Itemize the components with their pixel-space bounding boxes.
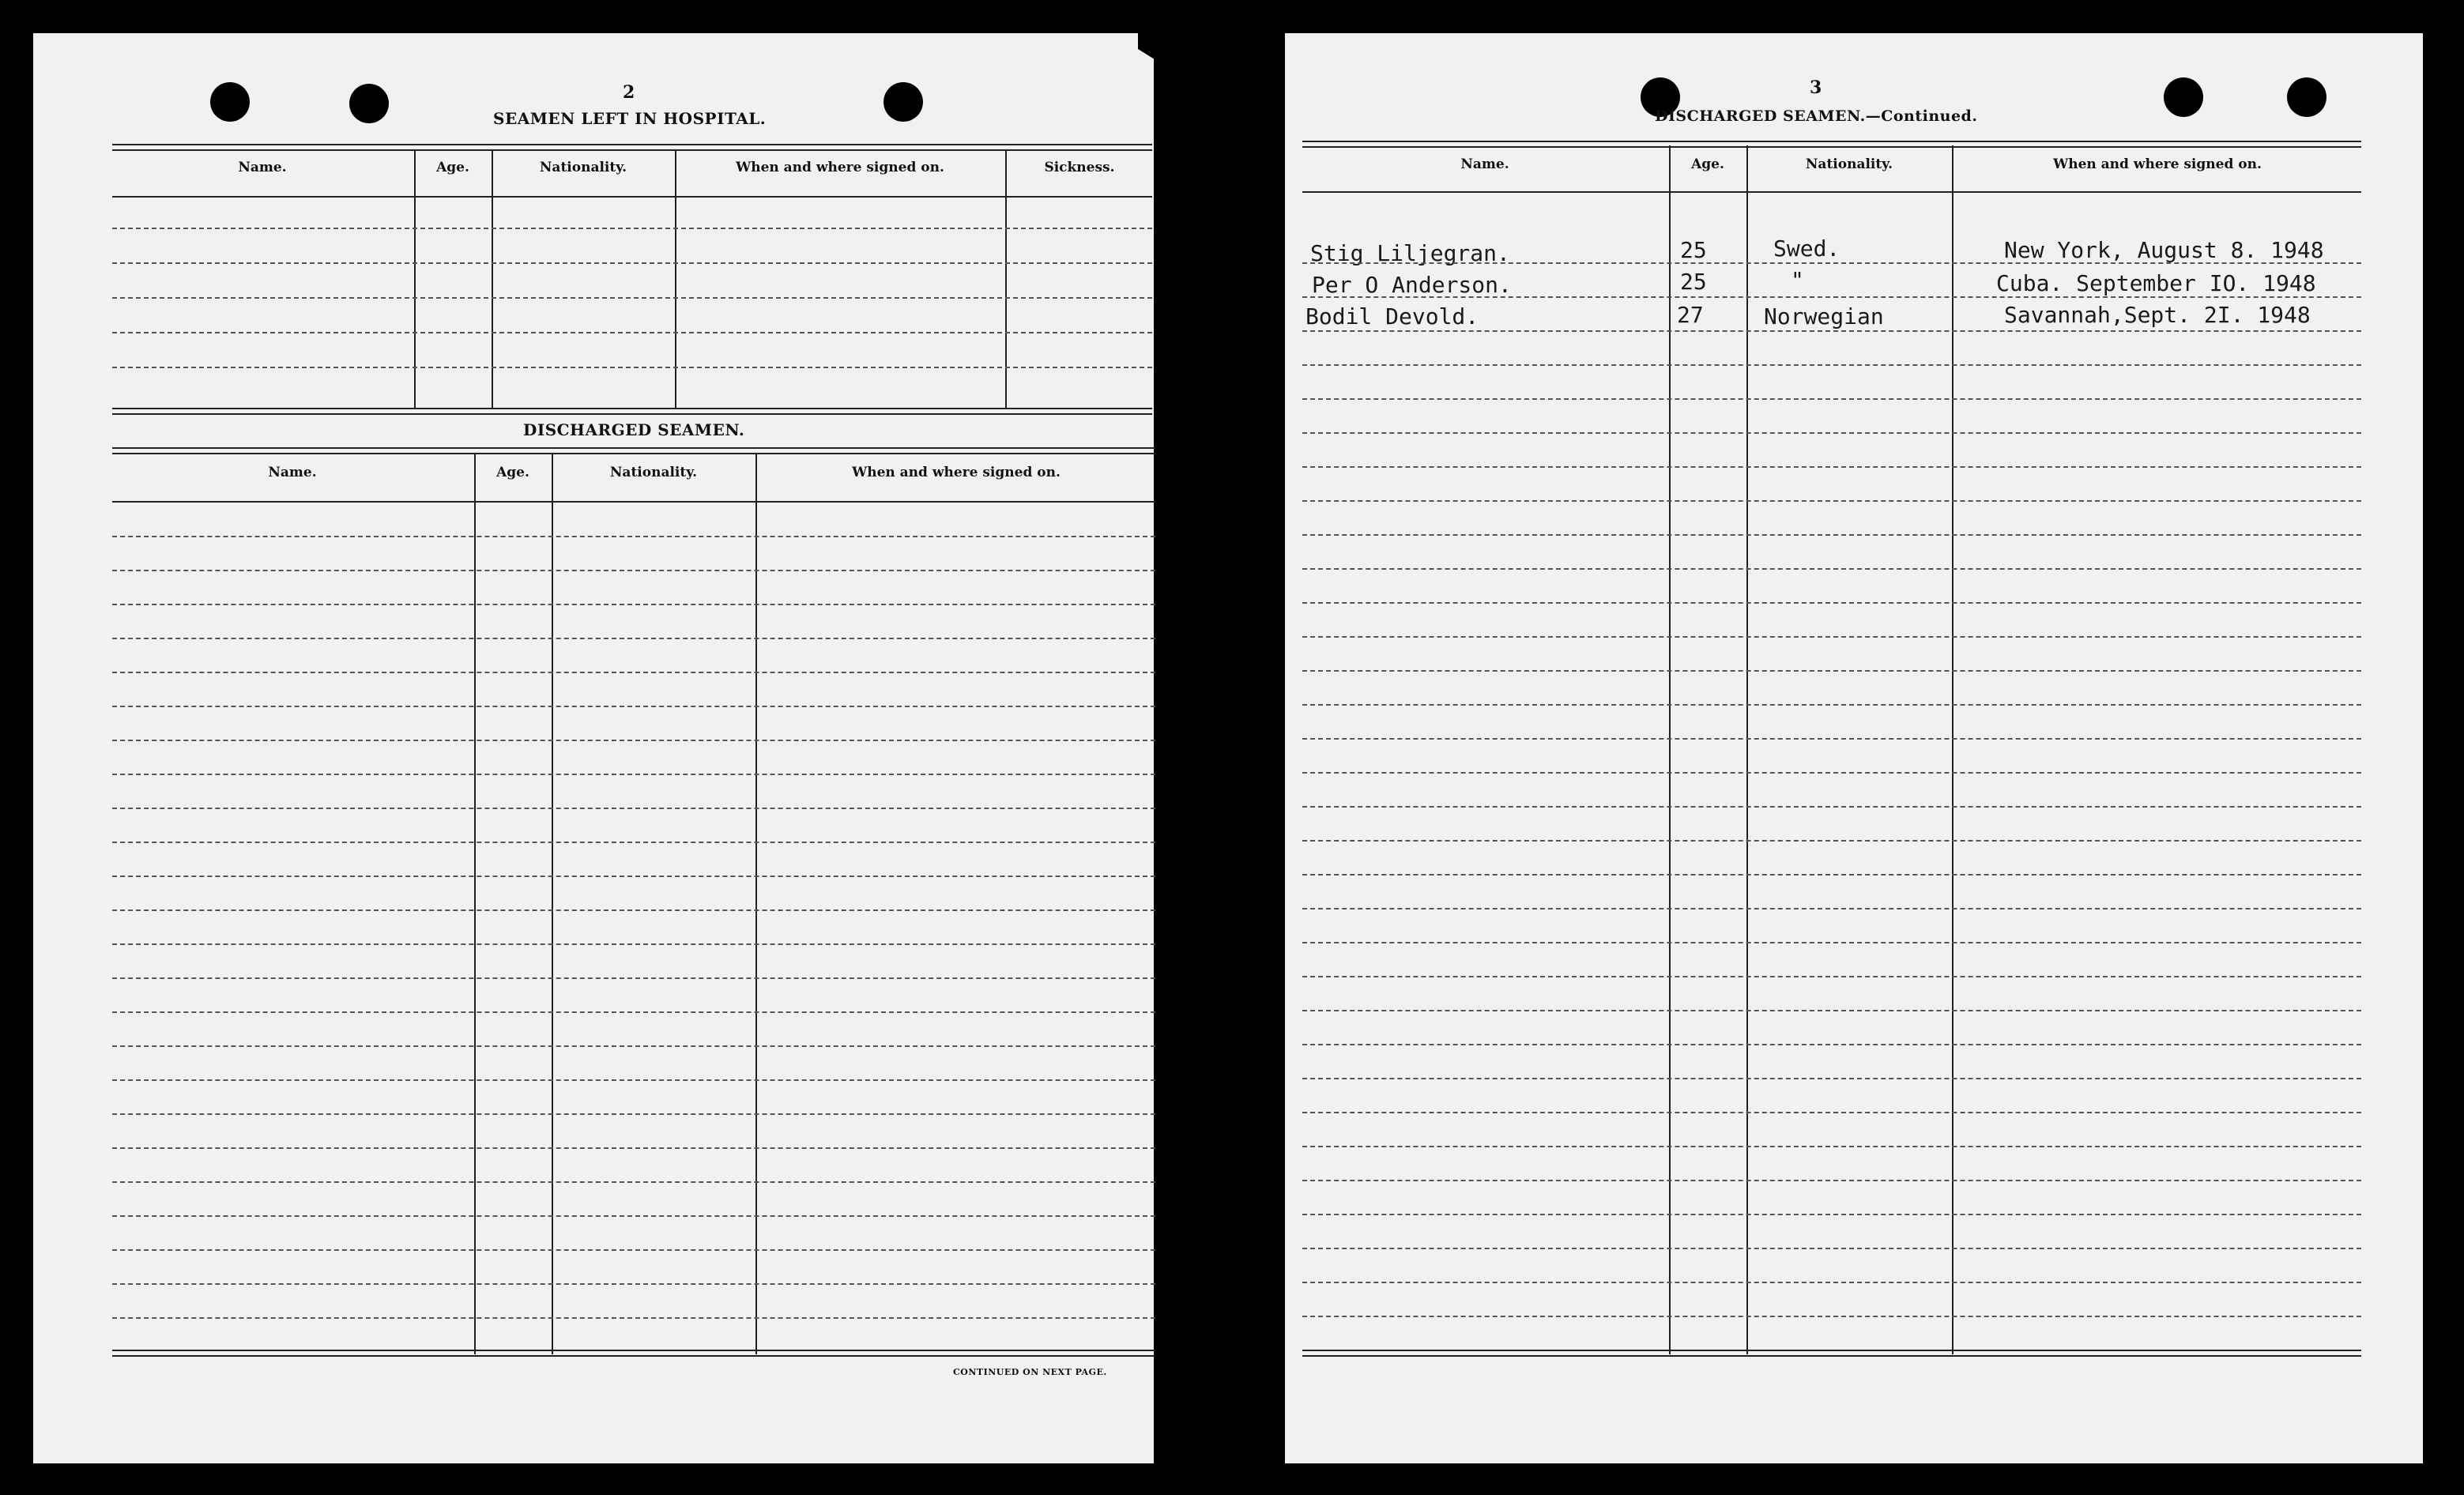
- table-bottom-rule: [1302, 1350, 2361, 1357]
- table-top-rule: [112, 144, 1152, 151]
- entry-line: [1302, 1112, 2361, 1113]
- entry-line: [1302, 1316, 2361, 1317]
- seaman-age: 25: [1680, 269, 1707, 295]
- punch-hole: [349, 84, 389, 123]
- entry-line: [112, 909, 1155, 911]
- column-header-nationality: Nationality.: [1805, 156, 1893, 172]
- entry-line: [1302, 840, 2361, 842]
- entry-line: [112, 1079, 1155, 1081]
- table-bottom-rule: [112, 1350, 1155, 1357]
- entry-line: [1302, 466, 2361, 468]
- table-bottom-rule: [112, 408, 1152, 415]
- entry-line: [112, 740, 1155, 741]
- column-divider: [1746, 145, 1748, 1354]
- page-number: 2: [623, 82, 635, 103]
- seaman-age: 27: [1677, 302, 1704, 328]
- column-header-signed-on: When and where signed on.: [2053, 156, 2262, 172]
- seaman-signed-on: Cuba. September IO. 1948: [1996, 270, 2316, 296]
- entry-line: [1302, 262, 2361, 264]
- table-top-rule: [112, 447, 1155, 454]
- column-header-age: Age.: [1691, 156, 1724, 172]
- entry-line: [1302, 976, 2361, 977]
- column-header-nationality: Nationality.: [609, 465, 698, 480]
- column-divider: [414, 150, 416, 408]
- entry-line: [112, 1113, 1155, 1115]
- column-header-sickness: Sickness.: [1044, 160, 1115, 175]
- table-top-rule: [1302, 141, 2361, 148]
- entry-line: [1302, 568, 2361, 570]
- entry-line: [1302, 942, 2361, 943]
- hospital-section-title: SEAMEN LEFT IN HOSPITAL.: [493, 109, 767, 128]
- column-header-name: Name.: [1460, 156, 1509, 172]
- entry-line: [112, 1317, 1155, 1319]
- entry-line: [112, 1283, 1155, 1285]
- entry-line: [1302, 534, 2361, 536]
- column-header-name: Name.: [238, 160, 287, 175]
- page-title: DISCHARGED SEAMEN.—Continued.: [1655, 107, 1978, 125]
- seaman-age: 25: [1680, 237, 1707, 263]
- discharged-section-title: DISCHARGED SEAMEN.: [523, 420, 745, 439]
- entry-line: [112, 1045, 1155, 1047]
- entry-line: [1302, 500, 2361, 502]
- punch-hole: [883, 82, 923, 122]
- column-header-signed-on: When and where signed on.: [852, 465, 1061, 480]
- entry-line: [1302, 398, 2361, 400]
- column-divider: [755, 454, 757, 1354]
- entry-line: [112, 842, 1155, 843]
- entry-line: [1302, 330, 2361, 332]
- entry-line: [112, 1249, 1155, 1251]
- entry-line: [1302, 874, 2361, 876]
- entry-line: [1302, 806, 2361, 808]
- punch-hole: [2287, 77, 2326, 117]
- seaman-name: Bodil Devold.: [1305, 303, 1479, 330]
- column-divider: [675, 150, 676, 408]
- column-header-age: Age.: [436, 160, 469, 175]
- seaman-signed-on: Savannah,Sept. 2I. 1948: [2004, 302, 2311, 328]
- entry-line: [1302, 602, 2361, 604]
- column-divider: [474, 454, 476, 1354]
- entry-line: [112, 228, 1152, 229]
- entry-line: [112, 332, 1152, 333]
- continued-footer: CONTINUED ON NEXT PAGE.: [953, 1367, 1107, 1377]
- header-rule: [112, 196, 1152, 198]
- seaman-nationality: Norwegian: [1764, 303, 1884, 330]
- entry-line: [112, 876, 1155, 877]
- entry-line: [1302, 364, 2361, 366]
- seaman-nationality: ": [1791, 267, 1804, 293]
- entry-line: [1302, 1214, 2361, 1215]
- entry-line: [112, 1011, 1155, 1013]
- entry-line: [1302, 1010, 2361, 1011]
- punch-hole: [2164, 77, 2203, 117]
- header-rule: [1302, 191, 2361, 193]
- entry-line: [112, 536, 1155, 537]
- entry-line: [1302, 772, 2361, 774]
- entry-line: [112, 638, 1155, 639]
- entry-line: [1302, 1248, 2361, 1249]
- header-rule: [112, 501, 1155, 503]
- entry-line: [1302, 296, 2361, 298]
- entry-line: [112, 1147, 1155, 1149]
- entry-line: [112, 262, 1152, 264]
- entry-line: [1302, 1044, 2361, 1045]
- seaman-signed-on: New York, August 8. 1948: [2004, 237, 2324, 263]
- seaman-name: Stig Liljegran.: [1310, 240, 1510, 266]
- entry-line: [112, 570, 1155, 571]
- entry-line: [112, 808, 1155, 809]
- entry-line: [112, 977, 1155, 979]
- entry-line: [112, 1215, 1155, 1217]
- entry-line: [1302, 1146, 2361, 1147]
- entry-line: [112, 367, 1152, 368]
- column-divider: [492, 150, 493, 408]
- column-header-signed-on: When and where signed on.: [736, 160, 944, 175]
- column-header-nationality: Nationality.: [539, 160, 627, 175]
- entry-line: [112, 672, 1155, 673]
- entry-line: [1302, 1282, 2361, 1283]
- entry-line: [112, 774, 1155, 775]
- entry-line: [1302, 738, 2361, 740]
- entry-line: [1302, 636, 2361, 638]
- column-divider: [1005, 150, 1007, 408]
- entry-line: [112, 943, 1155, 945]
- punch-hole: [210, 82, 250, 122]
- right-page: [1285, 33, 2423, 1463]
- column-header-name: Name.: [268, 465, 317, 480]
- entry-line: [1302, 1180, 2361, 1181]
- column-divider: [552, 454, 553, 1354]
- entry-line: [1302, 432, 2361, 434]
- entry-line: [112, 706, 1155, 707]
- entry-line: [1302, 670, 2361, 672]
- seaman-name: Per O Anderson.: [1312, 272, 1512, 298]
- entry-line: [112, 1181, 1155, 1183]
- column-divider: [1669, 145, 1671, 1354]
- entry-line: [112, 297, 1152, 299]
- left-page: [33, 33, 1154, 1463]
- column-header-age: Age.: [496, 465, 529, 480]
- seaman-nationality: Swed.: [1773, 235, 1840, 262]
- entry-line: [1302, 704, 2361, 706]
- entry-line: [112, 604, 1155, 605]
- column-divider: [1952, 145, 1953, 1354]
- entry-line: [1302, 908, 2361, 909]
- page-number: 3: [1810, 77, 1822, 98]
- entry-line: [1302, 1078, 2361, 1079]
